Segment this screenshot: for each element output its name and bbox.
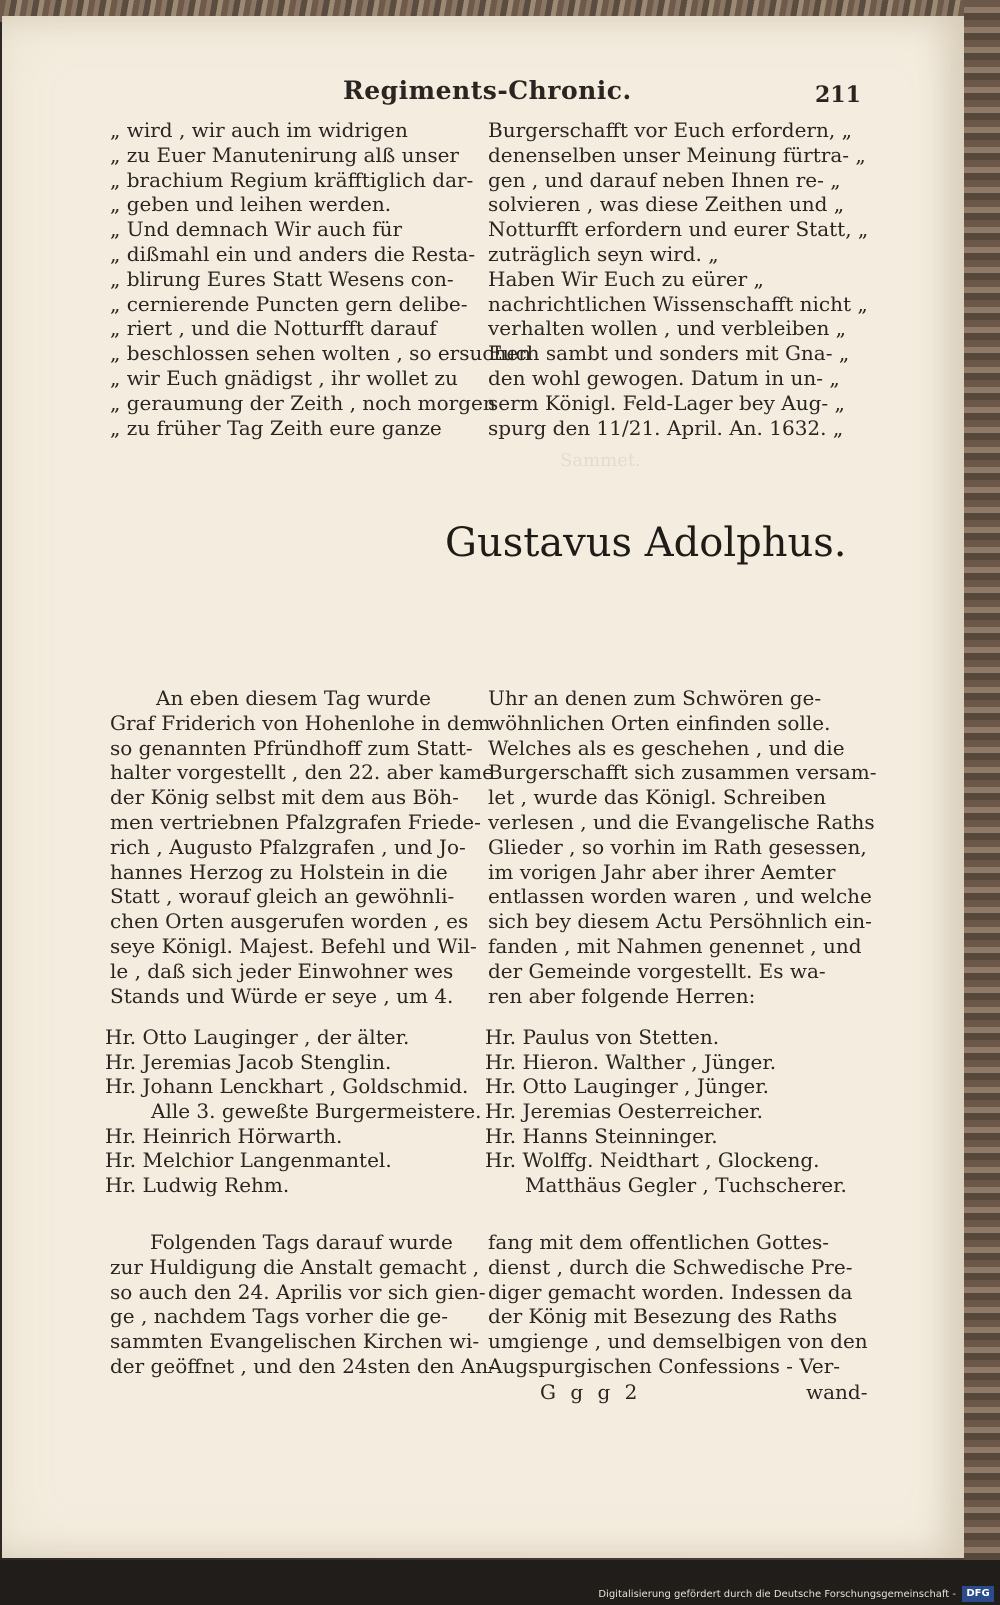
text-line: Welches als es geschehen , und die	[488, 735, 845, 760]
block1-left-column	[110, 118, 532, 440]
text-line: le , daß sich jeder Einwohner wes	[110, 958, 454, 983]
text-line: Burgerschafft vor Euch erfordern, „	[488, 118, 852, 142]
page-number: 211	[815, 82, 861, 108]
list-item: Hr. Heinrich Hörwarth.	[105, 1123, 343, 1148]
text-line: so auch den 24. Aprilis vor sich gien-	[110, 1279, 486, 1304]
footer-credit: Digitalisierung gefördert durch die Deutsche Forschungsgemeinschaft -	[598, 1589, 956, 1600]
running-head: Regiments-Chronic.	[343, 76, 632, 105]
list-item: Hr. Johann Lenckhart , Goldschmid.	[105, 1074, 469, 1099]
text-line: Haben Wir Euch zu eürer „	[488, 266, 764, 291]
text-line: halter vorgestellt , den 22. aber kame	[110, 760, 494, 785]
text-line: zuträglich seyn wird. „	[488, 241, 719, 266]
text-line: seye Königl. Majest. Befehl und Wil-	[110, 933, 477, 958]
list-item: Hr. Paulus von Stetten.	[485, 1025, 720, 1049]
text-line: „ blirung Eures Statt Wesens con-	[110, 266, 454, 291]
text-line: „ geraumung der Zeith , noch morgen	[110, 390, 496, 415]
dfg-logo: DFG	[962, 1586, 994, 1602]
text-line: denenselben unser Meinung fürtra- „	[488, 142, 866, 167]
list-item: Hr. Ludwig Rehm.	[105, 1173, 290, 1198]
text-line: rich , Augusto Pfalzgrafen , und Jo-	[110, 834, 466, 859]
text-line: der Gemeinde vorgestellt. Es wa-	[488, 958, 826, 983]
text-line: „ dißmahl ein und anders die Resta-	[110, 241, 476, 266]
text-line: Augspurgischen Confessions - Ver-	[488, 1353, 841, 1378]
text-line: Uhr an denen zum Schwören ge-	[488, 686, 822, 710]
text-line: Stands und Würde er seye , um 4.	[110, 983, 454, 1008]
block3-left-column	[110, 1230, 495, 1379]
text-line: „ wird , wir auch im widrigen	[110, 118, 408, 142]
text-line: der geöffnet , und den 24sten den An-	[110, 1353, 495, 1378]
block2-left-column	[110, 686, 494, 1008]
text-line: ge , nachdem Tags vorher die ge-	[110, 1304, 449, 1329]
block1-right-column	[488, 118, 869, 440]
show-through-text: Sammet.	[560, 450, 641, 471]
text-line: „ Und demnach Wir auch für	[110, 217, 403, 242]
text-line: „ cernierende Puncten gern delibe-	[110, 291, 468, 316]
text-line: Folgenden Tags darauf wurde	[150, 1230, 453, 1254]
text-line: der König selbst mit dem aus Böh-	[110, 785, 459, 810]
list-item: Hr. Jeremias Jacob Stenglin.	[105, 1049, 392, 1074]
text-line: Statt , worauf gleich an gewöhnli-	[110, 884, 455, 909]
text-line: Burgerschafft sich zusammen versam-	[488, 760, 877, 785]
list-item: Hr. Otto Lauginger , der älter.	[105, 1025, 410, 1049]
text-line: solvieren , was diese Zeithen und „	[488, 192, 845, 217]
signature-mark: G g g 2	[540, 1380, 642, 1404]
block3-right-column	[488, 1230, 868, 1379]
list-item: Hr. Wolffg. Neidthart , Glockeng.	[485, 1148, 820, 1173]
section-title: Gustavus Adolphus.	[445, 520, 847, 566]
text-line: „ zu früher Tag Zeith eure ganze	[110, 415, 442, 440]
text-line: Glieder , so vorhin im Rath gesessen,	[488, 834, 867, 859]
list-item: Hr. Hieron. Walther , Jünger.	[485, 1049, 777, 1074]
text-line: Graf Friderich von Hohenlohe in dem	[110, 710, 491, 735]
text-line: diger gemacht worden. Indessen da	[488, 1279, 853, 1304]
names-list-left	[105, 1025, 482, 1198]
text-line: sammten Evangelischen Kirchen wi-	[110, 1329, 480, 1354]
list-item: Hr. Hanns Steinninger.	[485, 1123, 718, 1148]
text-line: gen , und darauf neben Ihnen re- „	[488, 167, 841, 192]
text-line: fanden , mit Nahmen genennet , und	[488, 933, 862, 958]
text-line: hannes Herzog zu Holstein in die	[110, 859, 448, 884]
names-list-right	[485, 1025, 855, 1198]
list-item: Hr. Melchior Langenmantel.	[105, 1148, 392, 1173]
text-line: verlesen , und die Evangelische Raths	[488, 809, 875, 834]
list-item: Hr. Otto Lauginger , Jünger.	[485, 1074, 769, 1099]
book-edge-right	[964, 0, 1000, 1560]
list-note: Alle 3. geweßte Burgermeistere.	[151, 1099, 482, 1124]
text-line: men vertriebnen Pfalzgrafen Friede-	[110, 809, 481, 834]
text-line: Euch sambt und sonders mit Gna- „	[488, 341, 850, 366]
text-line: dienst , durch die Schwedische Pre-	[488, 1254, 853, 1279]
list-item: Hr. Jeremias Oesterreicher.	[485, 1099, 764, 1124]
text-line: fang mit dem offentlichen Gottes-	[488, 1230, 829, 1254]
text-line: sich bey diesem Actu Persöhnlich ein-	[488, 909, 872, 934]
text-line: im vorigen Jahr aber ihrer Aemter	[488, 859, 836, 884]
text-line: entlassen worden waren , und welche	[488, 884, 872, 909]
block2-right-column	[488, 686, 877, 1008]
text-line: ren aber folgende Herren:	[488, 983, 756, 1008]
text-line: „ zu Euer Manutenirung alß unser	[110, 142, 459, 167]
text-line: Notturfft erfordern und eurer Statt, „	[488, 217, 869, 242]
text-line: serm Königl. Feld-Lager bey Aug- „	[488, 390, 845, 415]
text-line: verhalten wollen , und verbleiben „	[488, 316, 847, 341]
list-item: Matthäus Gegler , Tuchscherer.	[525, 1173, 847, 1198]
text-line: nachrichtlichen Wissenschafft nicht „	[488, 291, 868, 316]
text-line: umgienge , und demselbigen von den	[488, 1329, 868, 1354]
text-line: zur Huldigung die Anstalt gemacht ,	[110, 1254, 480, 1279]
text-line: „ brachium Regium kräfftiglich dar-	[110, 167, 474, 192]
text-line: chen Orten ausgerufen worden , es	[110, 909, 469, 934]
text-line: „ geben und leihen werden.	[110, 192, 392, 217]
text-line: wöhnlichen Orten einfinden solle.	[488, 710, 831, 735]
text-line: „ wir Euch gnädigst , ihr wollet zu	[110, 365, 458, 390]
text-line: der König mit Besezung des Raths	[488, 1304, 838, 1329]
text-line: spurg den 11/21. April. An. 1632. „	[488, 415, 844, 440]
text-line: den wohl gewogen. Datum in un- „	[488, 365, 840, 390]
text-line: so genannten Pfründhoff zum Statt-	[110, 735, 473, 760]
catchword: wand-	[806, 1380, 868, 1404]
text-line: „ riert , und die Notturfft darauf	[110, 316, 437, 341]
text-line: let , wurde das Königl. Schreiben	[488, 785, 826, 810]
text-line: „ beschlossen sehen wolten , so ersuchen	[110, 341, 532, 366]
text-line: An eben diesem Tag wurde	[156, 686, 431, 710]
